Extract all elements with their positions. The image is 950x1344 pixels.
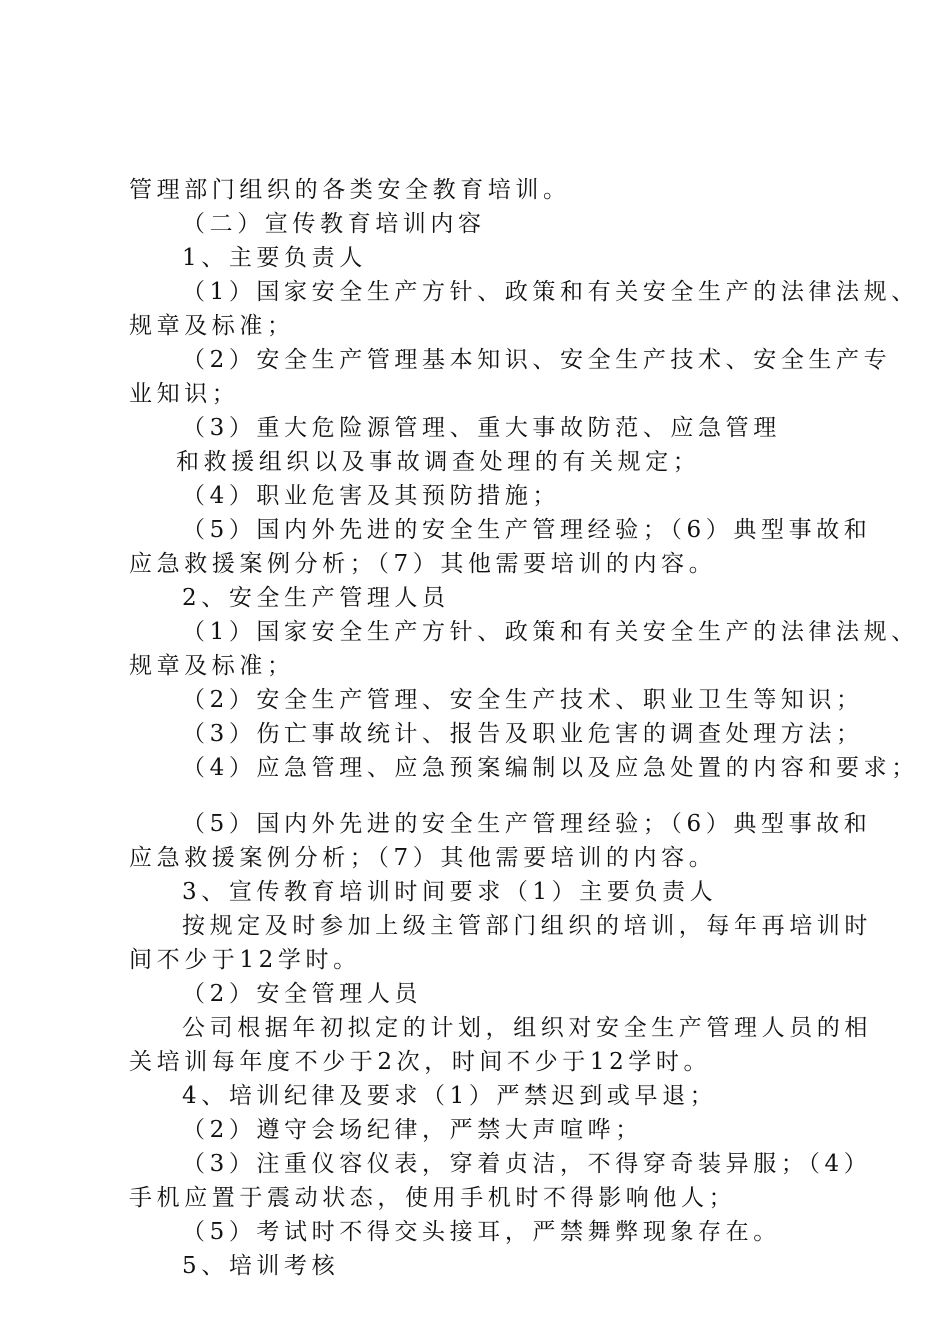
text-line: 应急救援案例分析；（7）其他需要培训的内容。: [129, 845, 717, 871]
text-line: 应急救援案例分析；（7）其他需要培训的内容。: [129, 551, 717, 577]
text-line: 关培训每年度不少于2次，时间不少于12学时。: [129, 1049, 712, 1075]
text-line: 规章及标准；: [129, 653, 295, 679]
subsection-heading: 4、培训纪律及要求（1）严禁迟到或早退；: [182, 1083, 718, 1109]
text-line: （1）国家安全生产方针、政策和有关安全生产的法律法规、: [182, 619, 919, 645]
subsection-heading: 2、安全生产管理人员: [182, 585, 450, 611]
text-line: （2）安全生产管理基本知识、安全生产技术、安全生产专: [182, 347, 892, 373]
text-line: （5）考试时不得交头接耳，严禁舞弊现象存在。: [182, 1219, 781, 1245]
text-line: （3）注重仪容仪表，穿着贞洁，不得穿奇装异服；（4）: [182, 1151, 872, 1177]
text-line: （5）国内外先进的安全生产管理经验；（6）典型事故和: [182, 517, 872, 543]
text-line: 业知识；: [129, 381, 240, 407]
subsection-heading: 1、主要负责人: [182, 245, 367, 271]
text-line: 管理部门组织的各类安全教育培训。: [129, 177, 571, 203]
text-line: 手机应置于震动状态，使用手机时不得影响他人；: [129, 1185, 737, 1211]
subsection-heading: 5、培训考核: [182, 1253, 340, 1279]
text-line: 规章及标准；: [129, 313, 295, 339]
text-line: （3）伤亡事故统计、报告及职业危害的调查处理方法；: [182, 721, 864, 747]
text-line: （4）职业危害及其预防措施；: [182, 483, 561, 509]
text-line: （2）安全生产管理、安全生产技术、职业卫生等知识；: [182, 687, 864, 713]
text-line: （5）国内外先进的安全生产管理经验；（6）典型事故和: [182, 811, 872, 837]
text-line: 和救援组织以及事故调查处理的有关规定；: [176, 449, 701, 475]
text-line: （3）重大危险源管理、重大事故防范、应急管理: [182, 415, 781, 441]
text-line: （2）安全管理人员: [182, 981, 423, 1007]
text-line: （4）应急管理、应急预案编制以及应急处置的内容和要求；: [182, 755, 919, 781]
text-line: 按规定及时参加上级主管部门组织的培训，每年再培训时: [182, 913, 872, 939]
text-line: （2）遵守会场纪律，严禁大声喧哗；: [182, 1117, 643, 1143]
text-line: 公司根据年初拟定的计划，组织对安全生产管理人员的相: [182, 1015, 872, 1041]
section-heading: （二）宣传教育培训内容: [182, 211, 486, 237]
text-line: （1）国家安全生产方针、政策和有关安全生产的法律法规、: [182, 279, 919, 305]
text-line: 间不少于12学时。: [129, 947, 361, 973]
subsection-heading: 3、宣传教育培训时间要求（1）主要负责人: [182, 879, 718, 905]
